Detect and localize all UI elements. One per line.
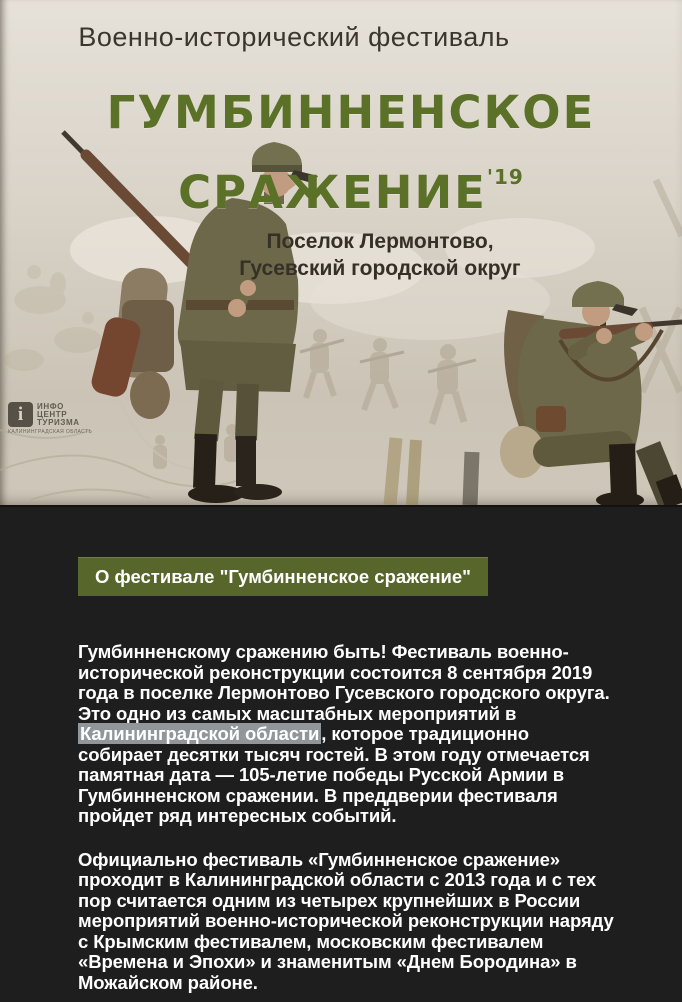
kneeling-soldier-silhouette	[500, 281, 682, 505]
paragraph-1-text-before: Гумбинненскому сражению быть! Фестиваль военно-исторической реконструкции состоится 8 сентября 2019 года в поселке Лермонтово Гусевского городского округа. Это одно из самых масштабных мероприятий в	[78, 641, 610, 724]
logo-subline: КАЛИНИНГРАДСКАЯ ОБЛАСТЬ	[8, 429, 92, 435]
faded-cavalry	[4, 265, 102, 371]
hero-title-line2: СРАЖЕНИЕ	[178, 166, 487, 219]
logo-line-1: ИНФО	[37, 402, 64, 411]
paragraph-1-text-after: , которое традиционно собирает десятки тысяч гостей. В этом году отмечается памятная дата — 105-летие победы Русской Армии в Гумбинненском сражении. В преддверии фестиваля пройдет ряд интересных событий.	[78, 723, 590, 826]
hero-title-year: '19	[486, 165, 524, 189]
hero-location-line1: Поселок Лермонтово,	[266, 230, 494, 253]
hero-location-line2: Гусевский городской округ	[239, 257, 521, 280]
about-badge: О фестивале "Гумбинненское сражение"	[78, 557, 488, 596]
tourism-center-logo	[8, 402, 92, 435]
hero-location	[190, 228, 570, 282]
region-link-highlight[interactable]: Калининградской области	[80, 723, 320, 744]
hero-title	[30, 80, 672, 225]
hero-kicker: Военно-исторический фестиваль	[78, 22, 510, 52]
info-icon: i	[8, 402, 33, 427]
logo-line-3: ТУРИЗМА	[37, 418, 80, 427]
background-figure-legs	[390, 438, 472, 505]
hero-title-line1: ГУМБИННЕНСКОЕ	[106, 86, 596, 139]
logo-line-2: ЦЕНТР	[37, 410, 68, 419]
about-section	[0, 507, 682, 993]
paragraph-2: Официально фестиваль «Гумбинненское сражение» проходит в Калининградской области с 2013 года и с тех пор считается одним из четырех крупнейших в России мероприятий военно-исторической реконструкции наряду с Крымским фестивалем, московским фестивалем «Времена и Эпохи» и знаменитым «Днем Бородина» в Можайском районе.	[78, 848, 614, 993]
paragraph-1	[78, 642, 614, 827]
logo-text	[37, 402, 80, 427]
